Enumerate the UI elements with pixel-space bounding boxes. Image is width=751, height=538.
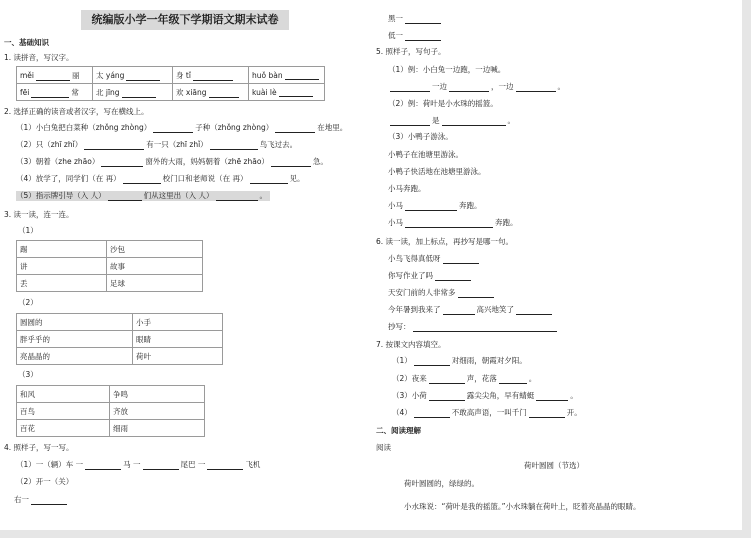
match-left: 胖乎乎的 xyxy=(17,331,133,348)
q6-line: 天安门前的人非常多 xyxy=(388,288,496,298)
q6-line: 你写作业了吗 xyxy=(388,271,473,281)
q3-part-label: （2） xyxy=(18,298,38,307)
pinyin-grid xyxy=(16,66,325,101)
pinyin-cell: huǒ bàn xyxy=(249,67,325,84)
pinyin-row xyxy=(17,84,325,101)
match-right: 细雨 xyxy=(110,420,205,437)
matching-table-2 xyxy=(16,313,223,365)
matching-row xyxy=(17,314,223,331)
q5-fill: 小马 奔跑。 xyxy=(388,201,482,210)
match-right: 荷叶 xyxy=(133,348,223,365)
question-6-stem: 6. 读一读，加上标点，再抄写是哪一句。 xyxy=(376,237,514,246)
question-1-stem: 1. 读拼音，写汉字。 xyxy=(4,53,74,62)
pinyin-row xyxy=(17,67,325,84)
q5-line: 小鸭子在池塘里游泳。 xyxy=(388,150,463,159)
match-right: 眼睛 xyxy=(133,331,223,348)
q4-line: （1）一（辆）车 一 马 一 尾巴 一 飞机 xyxy=(16,460,261,469)
pinyin-cell: 北 jīng xyxy=(93,84,173,101)
match-left: 百鸟 xyxy=(17,403,110,420)
q5-example: （1）例：小白兔一边跑，一边喊。 xyxy=(388,65,506,74)
q7-line: （3）小荷 露尖尖角，早有蜻蜓 。 xyxy=(392,391,578,400)
q5-example: （3）小鸭子游泳。 xyxy=(388,132,453,141)
match-left: 丢 xyxy=(17,275,107,292)
pinyin-cell: 太 yáng xyxy=(93,67,173,84)
q5-fill: 小马 奔跑。 xyxy=(388,218,518,227)
q6-line: 今年暑到我来了 高兴地笑了 xyxy=(388,305,554,315)
matching-row xyxy=(17,403,205,420)
passage-paragraph: 荷叶圆圆的，绿绿的。 xyxy=(404,479,479,488)
question-2-stem: 2. 选择正确的读音或者汉字，写在横线上。 xyxy=(4,107,149,116)
q7-line: （4） 不敢高声语，一叫千门 开。 xyxy=(392,408,582,417)
q2-line: （1）小白兔把白菜种（zhǒng zhòng） 子种（zhǒng zhòng） 在地里。 xyxy=(16,123,348,132)
vertical-scrollbar[interactable] xyxy=(742,0,751,538)
q5-line: 小鸭子快活地在池塘里游泳。 xyxy=(388,167,486,176)
matching-row xyxy=(17,241,203,258)
q6-copy-line: 抄写： xyxy=(388,322,559,332)
page-title: 统编版小学一年级下学期语文期末试卷 xyxy=(81,10,289,30)
section-basics-heading: 一、基础知识 xyxy=(4,38,49,47)
q5-line: 小马奔跑。 xyxy=(388,184,426,193)
matching-table-3 xyxy=(16,385,205,437)
matching-table-1 xyxy=(16,240,203,292)
matching-row xyxy=(17,258,203,275)
q4-continued-line: 黑一 xyxy=(388,14,443,24)
match-left: 讲 xyxy=(17,258,107,275)
q7-line: （1） 对细雨，朝霞对夕阳。 xyxy=(392,356,527,365)
match-right: 争鸣 xyxy=(110,386,205,403)
pinyin-cell: fēi 常 xyxy=(17,84,93,101)
match-right: 小手 xyxy=(133,314,223,331)
match-left: 亮晶晶的 xyxy=(17,348,133,365)
matching-row xyxy=(17,420,205,437)
q3-part-label: （1） xyxy=(18,226,38,235)
q4-continued-line: 低一 xyxy=(388,31,443,41)
horizontal-scrollbar[interactable] xyxy=(0,530,751,538)
question-5-stem: 5. 照样子，写句子。 xyxy=(376,47,446,56)
match-left: 踢 xyxy=(17,241,107,258)
passage-paragraph: 小水珠说：“荷叶是我的摇篮。”小水珠躺在荷叶上，眨着亮晶晶的眼睛。 xyxy=(404,502,641,511)
q5-example: （2）例：荷叶是小水珠的摇篮。 xyxy=(388,99,498,108)
match-right: 沙包 xyxy=(107,241,203,258)
question-7-stem: 7. 按课文内容填空。 xyxy=(376,340,446,349)
matching-row xyxy=(17,348,223,365)
q4-line: （2）开一（关） xyxy=(16,477,74,486)
reading-label: 阅读 xyxy=(376,443,391,452)
matching-row xyxy=(17,275,203,292)
question-3-stem: 3. 读一读，连一连。 xyxy=(4,210,74,219)
q2-line: （4）放学了，同学们（在 再） 校门口和老师说（在 再） 见。 xyxy=(16,174,305,183)
matching-row xyxy=(17,386,205,403)
q7-line: （2）夜来 声，花落 。 xyxy=(392,374,537,383)
match-right: 故事 xyxy=(107,258,203,275)
match-right: 足球 xyxy=(107,275,203,292)
question-4-stem: 4. 照样子，写一写。 xyxy=(4,443,74,452)
pinyin-cell: 欢 xiāng xyxy=(173,84,249,101)
match-left: 百花 xyxy=(17,420,110,437)
q3-part-label: （3） xyxy=(18,370,38,379)
q2-line: （5）指示牌引导（入 人） 们从这里出（入 人） 。 xyxy=(16,191,270,201)
pinyin-cell: 身 tǐ xyxy=(173,67,249,84)
q2-line: （3）朝着（zhe zhāo） 窗外的大雨，妈妈朝着（zhē zhāo） 急。 xyxy=(16,157,328,166)
pinyin-cell: kuài lè xyxy=(249,84,325,101)
match-left: 和风 xyxy=(17,386,110,403)
passage-title: 荷叶圆圆（节选） xyxy=(524,461,584,470)
pinyin-cell: měi 丽 xyxy=(17,67,93,84)
q5-fill: 是 。 xyxy=(388,116,515,126)
section-reading-heading: 二、阅读理解 xyxy=(376,426,421,435)
matching-row xyxy=(17,331,223,348)
match-right: 齐放 xyxy=(110,403,205,420)
q2-line: （2）只（zhī zhǐ） 有一只（zhī zhǐ） 鸟飞过去。 xyxy=(16,140,298,149)
match-left: 圆圆的 xyxy=(17,314,133,331)
q6-line: 小鸟飞得真低呀 xyxy=(388,254,481,264)
q4-line: 右一 xyxy=(14,495,69,505)
q5-fill: 一边 ，一边 。 xyxy=(388,82,565,92)
